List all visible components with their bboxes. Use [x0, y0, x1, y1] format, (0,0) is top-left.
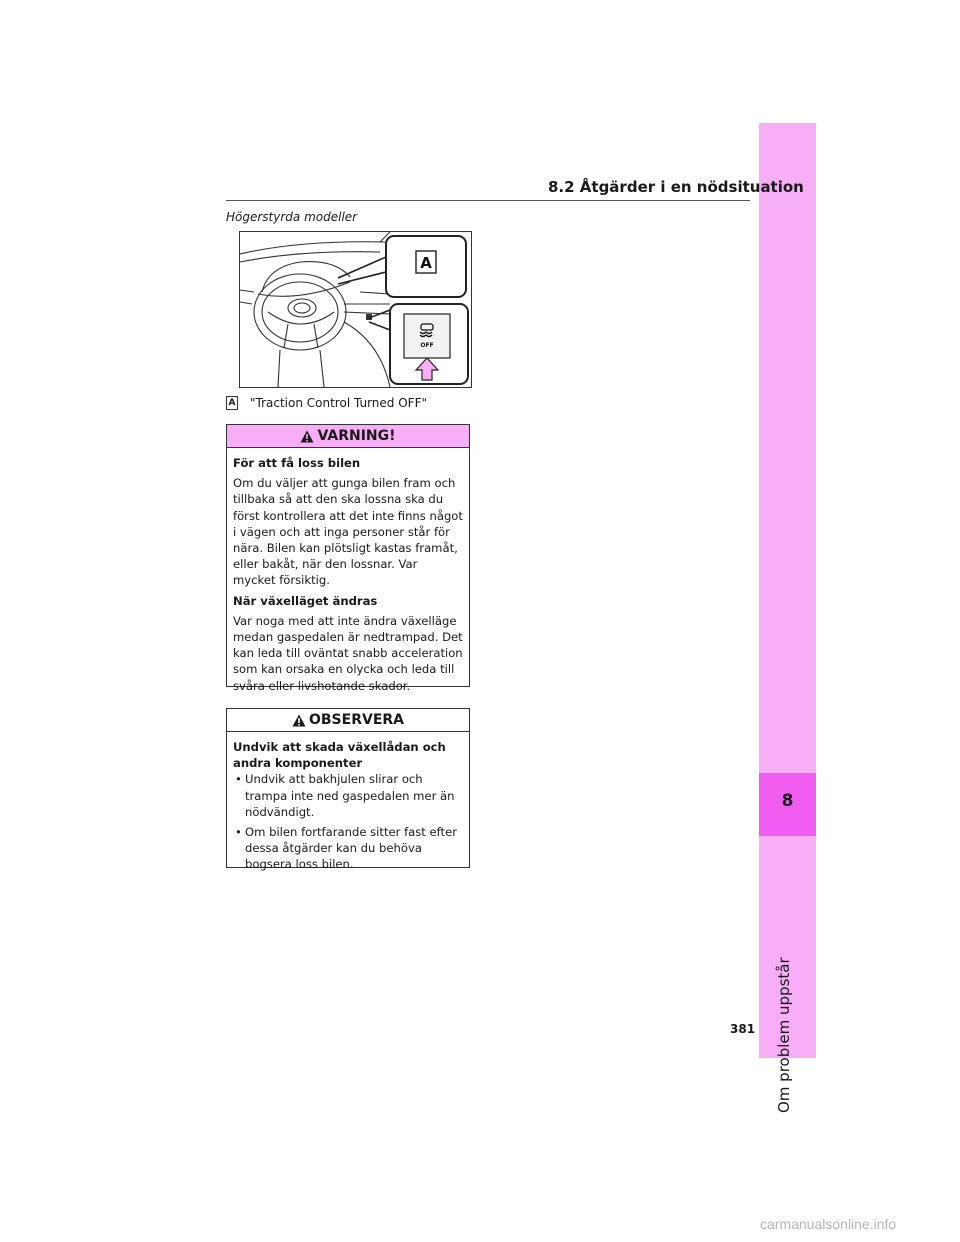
warning-triangle-icon	[292, 714, 306, 727]
steering-wheel-illustration	[240, 232, 471, 387]
notice-title: OBSERVERA	[308, 712, 404, 728]
callout-label: A	[420, 254, 432, 272]
dashboard-illustration	[239, 231, 472, 388]
warning-heading-2: När växelläget ändras	[233, 593, 378, 608]
chapter-sidebar	[759, 123, 816, 1113]
warning-header	[227, 425, 469, 448]
warning-heading-1: För att få loss bilen	[233, 456, 361, 470]
page-number: 381	[730, 1022, 756, 1036]
warning-triangle-icon	[300, 430, 314, 443]
section-title: 8.2 Åtgärder i en nödsituation	[548, 178, 804, 196]
warning-text-2: Var noga med att inte ändra växelläge medan gaspedalen är nedtrampad. Det kan leda till oväntat snabb acceleration som kan orsaka en olycka och leda till svåra eller livshotande skador.	[233, 613, 463, 693]
notice-heading: Undvik att skada växellådan och andra komponenter	[233, 740, 446, 771]
chapter-title: Om problem uppstår	[775, 957, 793, 1113]
notice-box	[226, 708, 470, 872]
warning-box	[226, 424, 470, 693]
warning-title: VARNING!	[317, 428, 396, 444]
notice-bullet-1: • Undvik att bakhjulen slirar och trampa inte ned gaspedalen mer än nödvändigt.	[233, 771, 463, 820]
notice-bullet-2: • Om bilen fortfarande sitter fast efter dessa åtgärder kan du behöva bogsera loss bilen.	[233, 824, 463, 873]
chapter-number: 8	[781, 791, 794, 811]
notice-header	[227, 709, 469, 732]
off-button-label: OFF	[420, 342, 434, 349]
figure-legend	[226, 396, 427, 410]
watermark: carmanualsonline.info	[760, 1216, 897, 1232]
header-divider	[226, 200, 750, 201]
figure-caption: Högerstyrda modeller	[226, 210, 358, 224]
legend-text: "Traction Control Turned OFF"	[250, 396, 427, 410]
warning-text-1: Om du väljer att gunga bilen fram och tillbaka så att den ska lossna ska du först kontrollera att det inte finns något i vägen och att inga personer står för nära. Bilen kan plötsligt kastas framåt, eller bakåt, när den lossnar. Var mycket försiktig.	[233, 476, 463, 588]
legend-label: A	[226, 396, 238, 410]
